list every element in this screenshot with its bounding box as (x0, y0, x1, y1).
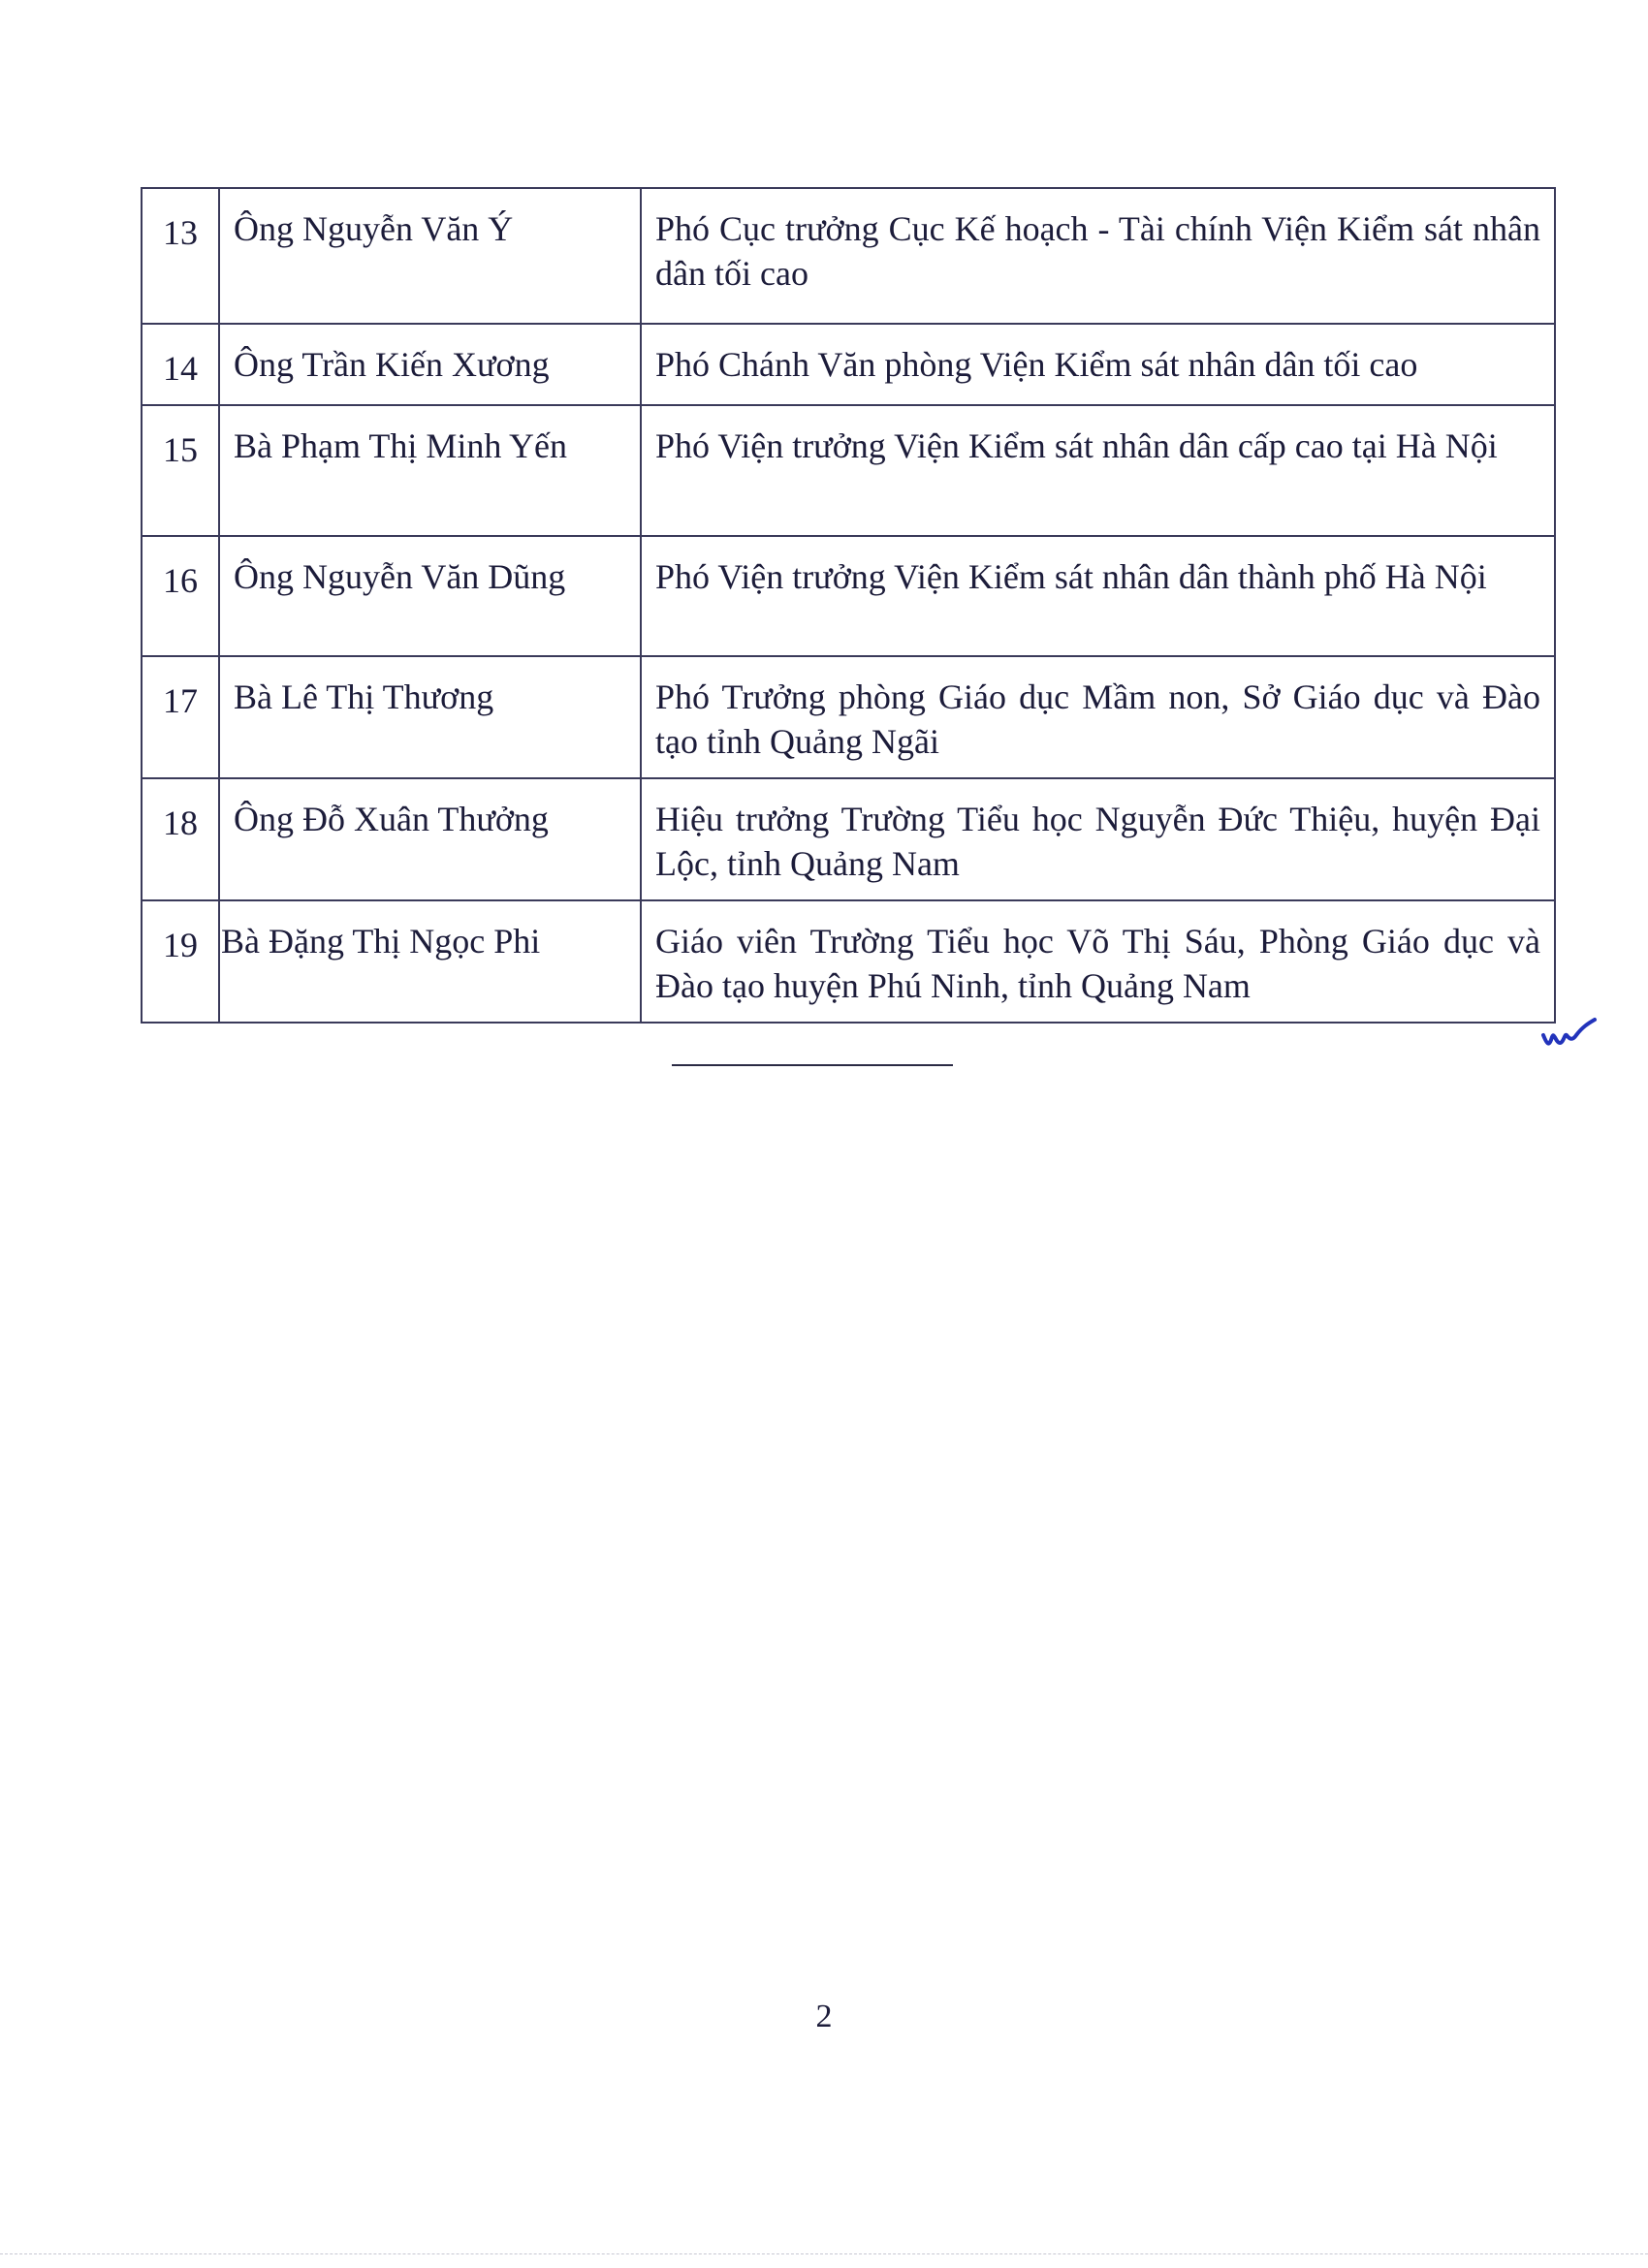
table-row (142, 405, 1555, 536)
table-row (142, 324, 1555, 405)
person-position: Phó Cục trưởng Cục Kế hoạch - Tài chính Viện Kiểm sát nhân dân tối cao (641, 188, 1555, 324)
page-number: 2 (815, 1999, 833, 2034)
table-row (142, 536, 1555, 656)
table-row (142, 656, 1555, 778)
row-number: 17 (142, 656, 219, 778)
person-position: Phó Viện trưởng Viện Kiểm sát nhân dân thành phố Hà Nội (641, 536, 1555, 656)
person-position: Phó Viện trưởng Viện Kiểm sát nhân dân cấp cao tại Hà Nội (641, 405, 1555, 536)
person-name: Ông Trần Kiến Xương (219, 324, 641, 405)
person-name: Ông Nguyễn Văn Ý (219, 188, 641, 324)
table-row (142, 188, 1555, 324)
appointee-table (141, 187, 1556, 1024)
person-name: Bà Phạm Thị Minh Yến (219, 405, 641, 536)
row-number: 19 (142, 900, 219, 1023)
person-name: Bà Lê Thị Thương (219, 656, 641, 778)
person-name: Ông Đỗ Xuân Thưởng (219, 778, 641, 900)
person-name: Ông Nguyễn Văn Dũng (219, 536, 641, 656)
handwritten-initial-mark (1539, 1014, 1598, 1053)
person-position: Hiệu trưởng Trường Tiểu học Nguyễn Đức Thiệu, huyện Đại Lộc, tỉnh Quảng Nam (641, 778, 1555, 900)
table-row (142, 900, 1555, 1023)
row-number: 18 (142, 778, 219, 900)
person-name: Bà Đặng Thị Ngọc Phi (219, 900, 641, 1023)
person-position: Giáo viên Trường Tiểu học Võ Thị Sáu, Phòng Giáo dục và Đào tạo huyện Phú Ninh, tỉnh Quảng Nam (641, 900, 1555, 1023)
row-number: 15 (142, 405, 219, 536)
table-row (142, 778, 1555, 900)
row-number: 16 (142, 536, 219, 656)
scan-edge-line (0, 2253, 1648, 2254)
person-position: Phó Chánh Văn phòng Viện Kiểm sát nhân dân tối cao (641, 324, 1555, 405)
person-position: Phó Trưởng phòng Giáo dục Mầm non, Sở Giáo dục và Đào tạo tỉnh Quảng Ngãi (641, 656, 1555, 778)
end-of-list-divider (672, 1064, 953, 1066)
row-number: 14 (142, 324, 219, 405)
row-number: 13 (142, 188, 219, 324)
